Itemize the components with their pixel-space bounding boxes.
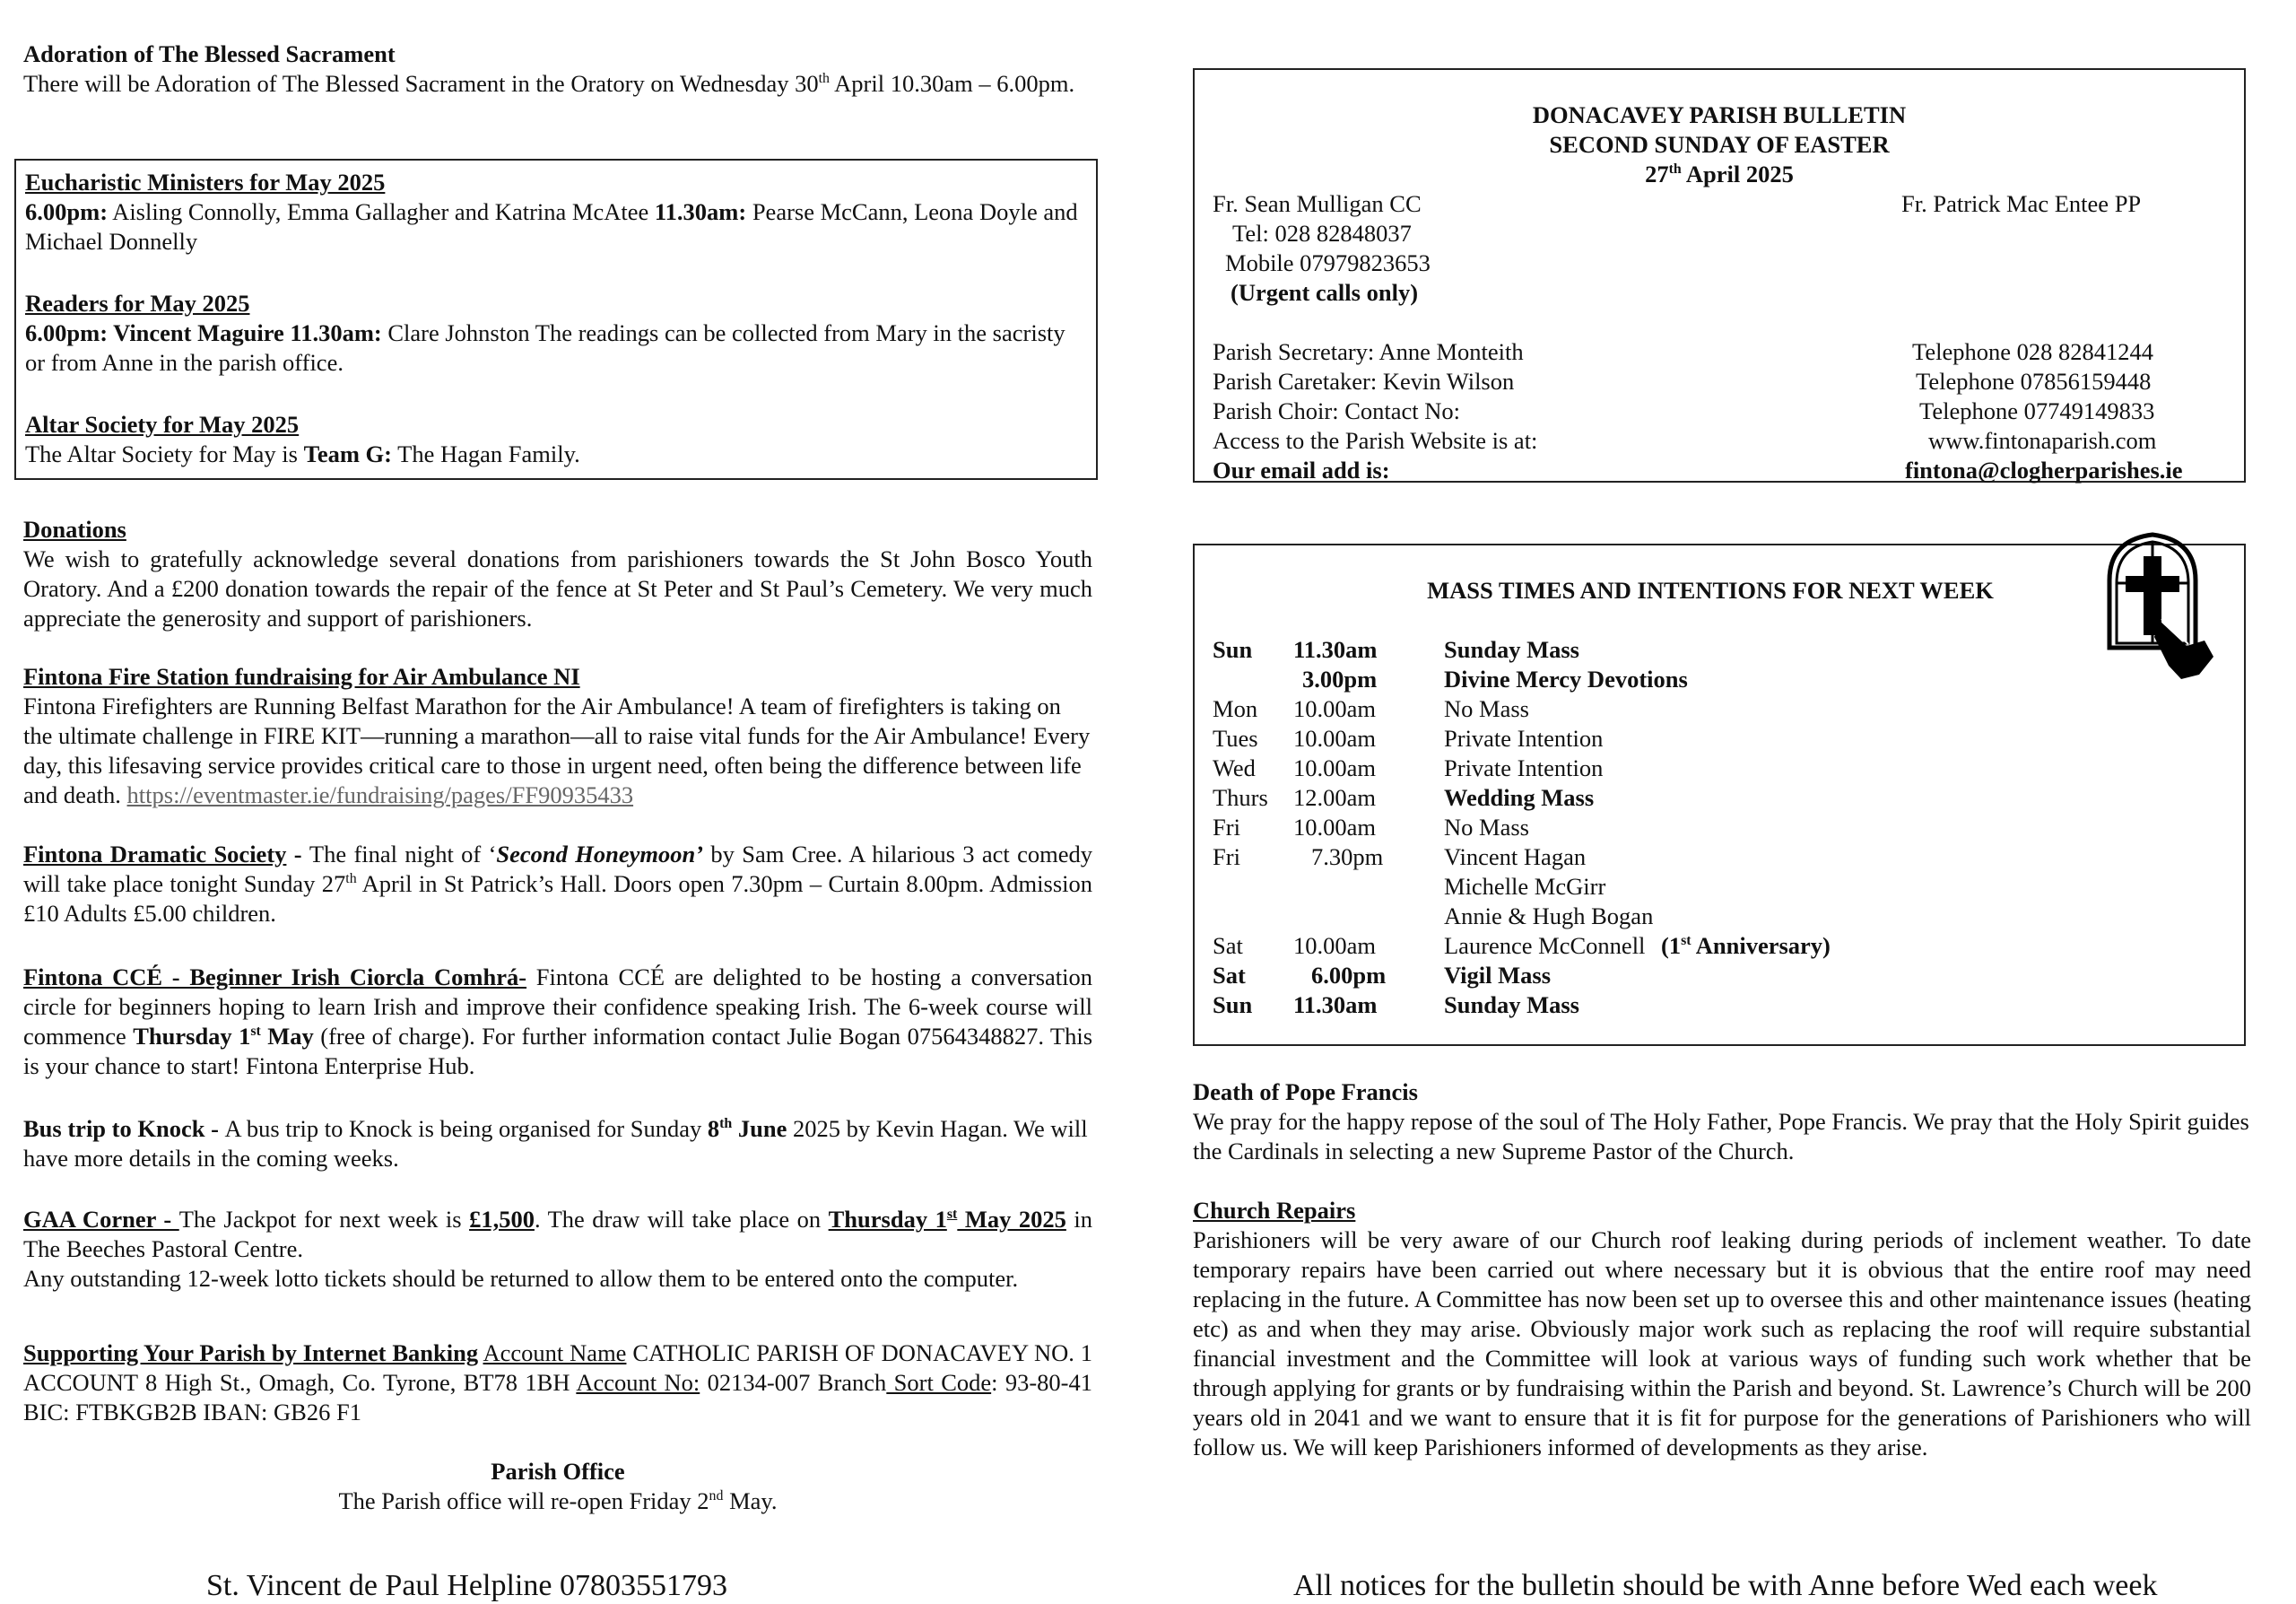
ministers-box <box>14 159 1098 480</box>
altar-post: The Hagan Family. <box>391 440 580 467</box>
dramatic-section <box>23 840 1092 928</box>
contact-value-3[interactable]: www.fintonaparish.com <box>1928 427 2157 454</box>
mass-time: 11.30am <box>1293 636 1378 663</box>
banking-sort: : 93-80-41 BIC: FTBKGB2B IBAN: GB26 F1 <box>23 1369 1093 1425</box>
banking-acc-name: CATHOLIC PARISH OF DONACAVEY NO. 1 ACCOUNT 8 High St., Omagh, Co. Tyrone, BT78 1BH <box>23 1339 1092 1396</box>
dramatic-text <box>23 840 1092 928</box>
mass-time: 11.30am <box>1293 991 1378 1018</box>
cce-post: (free of charge). For further information contact Julie Bogan 07564348827. This is your chance to start! Fintona Enterprise Hub. <box>23 1023 1093 1079</box>
cce-bold: Thursday 1 <box>133 1023 251 1050</box>
contact-label-1: Parish Caretaker: Kevin Wilson <box>1213 368 1515 395</box>
dramatic-title: Fintona Dramatic Society <box>23 841 287 867</box>
mass-day: Tues <box>1213 725 1258 752</box>
fire-title <box>23 662 1092 692</box>
fire-text <box>23 692 1092 810</box>
contact-label-4: Our email add is: <box>1213 457 1390 484</box>
knock-bold2: June <box>732 1115 787 1142</box>
mass-day: Mon <box>1213 695 1258 722</box>
adoration-title: Adoration of The Blessed Sacrament <box>23 40 396 67</box>
bulletin-date <box>1195 160 2244 189</box>
fire-body: Fintona Firefighters are Running Belfast Marathon for the Air Ambulance! A team of firefighters is taking on the ultimate challenge in FIRE KIT—running a marathon—all to raise vital funds for the Air Ambulance! Every day, this lifesaving service provides critical care to those in urgent need, often being the difference between life and death. <box>23 693 1091 808</box>
ministers-time-1: 6.00pm: <box>25 198 109 225</box>
anniversary-note <box>1661 931 1831 961</box>
gaa-sup: st <box>946 1207 958 1223</box>
altar-text <box>25 440 1087 469</box>
adoration-section <box>23 39 1092 99</box>
notices-footer: All notices for the bulletin should be with Anne before Wed each week <box>1293 1569 2158 1602</box>
mass-times-title: MASS TIMES AND INTENTIONS FOR NEXT WEEK <box>1427 577 1994 604</box>
contact-label-3: Access to the Parish Website is at: <box>1213 427 1538 454</box>
ministers-names-2: Pearse McCann, Leona Doyle and Michael Donnelly <box>25 198 1078 255</box>
mass-time: 10.00am <box>1293 814 1376 841</box>
mass-day: Thurs <box>1213 784 1268 811</box>
ministers-text <box>25 197 1087 257</box>
fire-title-b: Air Ambulance NI <box>393 663 580 690</box>
readers-title: Readers for May 2025 <box>25 290 250 317</box>
donations-section <box>23 515 1092 633</box>
mass-intention: Private Intention <box>1444 754 1604 781</box>
readers-text <box>25 318 1087 378</box>
altar-title: Altar Society for May 2025 <box>25 411 300 438</box>
banking-sort-label: Sort Code <box>886 1369 992 1396</box>
banking-section <box>23 1338 1092 1427</box>
knock-sup: th <box>719 1116 733 1132</box>
knock-pre: A bus trip to Knock is being organised for Sunday <box>224 1115 708 1142</box>
bulletin-title: DONACAVEY PARISH BULLETIN <box>1532 101 1907 128</box>
pope-title: Death of Pope Francis <box>1193 1078 1418 1105</box>
anniversary-sup: st <box>1681 933 1692 949</box>
cce-pre: Fintona CCÉ are delighted to be hosting a conversation circle for beginners hoping to learn Irish and improve their confidence speaking Irish. The 6-week course will commence <box>23 963 1092 1050</box>
fire-title-a: Fintona Fire Station fundraising for <box>23 663 388 690</box>
donations-text: We wish to gratefully acknowledge several donations from parishioners towards the St John Bosco Youth Oratory. And a £200 donation towards the repair of the fence at St Peter and St Paul’s Cemetery. We very much appreciate the generosity and support of parishioners. <box>23 545 1092 632</box>
office-sup: nd <box>709 1488 724 1504</box>
mass-time: 10.00am <box>1293 754 1376 781</box>
gaa-post: in The Beeches Pastoral Centre. <box>23 1206 1092 1262</box>
svdp-helpline: St. Vincent de Paul Helpline 07803551793 <box>206 1569 727 1602</box>
mass-day: Sun <box>1213 636 1253 663</box>
anniversary-post: Anniversary) <box>1691 932 1831 959</box>
mass-time: 10.00am <box>1293 932 1376 959</box>
gaa-text <box>23 1205 1092 1264</box>
gaa-date-b: May 2025 <box>957 1206 1066 1233</box>
repairs-section <box>1193 1196 2251 1462</box>
cce-bold2: May <box>260 1023 314 1050</box>
cce-text <box>23 963 1092 1081</box>
mass-intention: Sunday Mass <box>1444 636 1579 663</box>
bulletin-date-post: April 2025 <box>1681 161 1794 187</box>
contact-value-0: Telephone 028 82841244 <box>1912 338 2153 365</box>
curate-mobile: Mobile 07979823653 <box>1225 249 1431 276</box>
church-window-icon <box>2099 531 2224 688</box>
office-title: Parish Office <box>491 1458 625 1485</box>
mass-times-box <box>1193 544 2246 1046</box>
mass-time: 7.30pm <box>1311 843 1384 870</box>
fire-section <box>23 662 1092 810</box>
fire-link[interactable]: https://eventmaster.ie/fundraising/pages/FF90935433 <box>126 781 634 808</box>
knock-text <box>23 1114 1092 1173</box>
office-section <box>23 1457 1092 1516</box>
pope-section <box>1193 1077 2251 1166</box>
bulletin-date-pre: 27 <box>1645 161 1669 187</box>
office-text <box>23 1486 1092 1516</box>
repairs-text: Parishioners will be very aware of our Church roof leaking during periods of inclement weather. To date temporary repairs have been carried out where necessary but it is obvious that the entire roof may need replacing in the future. A Committee has now been set up to oversee this and other maintenance issues (heating etc) as and when they may arise. Obviously major work such as replacing the roof will require substantial financial investment and the Committee will look at various ways of funding such work whether that be through applying for grants or by fundraising within the Parish and beyond. St. Lawrence’s Church will be 200 years old in 2041 and we want to ensure that it is fit for purpose for the generations of Parishioners who will follow us. We will keep Parishioners informed of developments as they arise. <box>1193 1226 2251 1460</box>
spacer <box>25 378 1087 410</box>
banking-title: Supporting Your Parish by Internet Banking <box>23 1339 479 1366</box>
bulletin-date-sup: th <box>1668 161 1682 178</box>
parish-priest: Fr. Patrick Mac Entee PP <box>1901 190 2142 217</box>
mass-intention: Michelle McGirr <box>1444 873 1606 900</box>
mass-day: Sat <box>1213 962 1246 989</box>
mass-time: 10.00am <box>1293 725 1376 752</box>
banking-acc-name-label: Account Name <box>483 1339 627 1366</box>
mass-intention: No Mass <box>1444 695 1529 722</box>
gaa-date-a: Thursday 1 <box>828 1206 947 1233</box>
ministers-names-1: Aisling Connolly, Emma Gallagher and Katrina McAtee <box>108 198 655 225</box>
altar-pre: The Altar Society for May is <box>25 440 304 467</box>
contact-value-1: Telephone 07856159448 <box>1916 368 2152 395</box>
altar-team: Team G: <box>303 440 392 467</box>
banking-text <box>23 1338 1092 1427</box>
curate-name: Fr. Sean Mulligan CC <box>1213 190 1422 217</box>
gaa-amount: £1,500 <box>469 1206 535 1233</box>
mass-day: Sun <box>1213 991 1253 1018</box>
gaa-line2: Any outstanding 12-week lotto tickets should be returned to allow them to be entered onto the computer. <box>23 1265 1019 1292</box>
mass-time: 10.00am <box>1293 695 1376 722</box>
knock-post: 2025 by Kevin Hagan. We will have more details in the coming weeks. <box>23 1115 1088 1172</box>
adoration-text <box>23 69 1092 99</box>
contact-label-0: Parish Secretary: Anne Monteith <box>1213 338 1524 365</box>
knock-bold: 8 <box>707 1115 720 1142</box>
gaa-section <box>23 1205 1092 1294</box>
cce-section <box>23 963 1092 1081</box>
mass-time: 3.00pm <box>1302 666 1378 693</box>
dramatic-sup: th <box>345 871 357 887</box>
readers-time-1: 6.00pm: Vincent Maguire <box>25 319 291 346</box>
mass-intention: Annie & Hugh Bogan <box>1444 902 1654 929</box>
bulletin-subtitle: SECOND SUNDAY OF EASTER <box>1549 131 1890 158</box>
dramatic-pre: The final night of ‘ <box>309 841 497 867</box>
mass-intention: Wedding Mass <box>1444 784 1595 811</box>
dramatic-dash: - <box>286 841 309 867</box>
ministers-time-2: 11.30am: <box>654 198 747 225</box>
mass-day: Fri <box>1213 814 1240 841</box>
gaa-pre: The Jackpot for next week is <box>178 1206 470 1233</box>
office-post: May. <box>723 1487 778 1514</box>
mass-intention: Vincent Hagan <box>1444 843 1587 870</box>
gaa-title: GAA Corner - <box>23 1206 179 1233</box>
mass-intention: Divine Mercy Devotions <box>1444 666 1688 693</box>
banking-acc-no-label: Account No: <box>576 1369 700 1396</box>
anniversary-pre: (1 <box>1661 932 1682 959</box>
curate-tel: Tel: 028 82848037 <box>1232 220 1412 247</box>
adoration-text-post: April 10.30am – 6.00pm. <box>830 70 1075 97</box>
mass-intention: Sunday Mass <box>1444 991 1579 1018</box>
cce-sup: st <box>250 1024 261 1040</box>
mass-day: Sat <box>1213 932 1243 959</box>
adoration-sup: th <box>818 71 830 87</box>
dramatic-play: Second Honeymoon’ <box>496 841 704 867</box>
dramatic-post: April in St Patrick’s Hall. Doors open 7.30pm – Curtain 8.00pm. Admission £10 Adults £5.00 children. <box>23 870 1093 927</box>
readers-body: Clare Johnston The readings can be collected from Mary in the sacristy or from Anne in the parish office. <box>25 319 1065 376</box>
mass-intention: Private Intention <box>1444 725 1604 752</box>
adoration-text-pre: There will be Adoration of The Blessed Sacrament in the Oratory on Wednesday 30 <box>23 70 819 97</box>
mass-intention: No Mass <box>1444 814 1529 841</box>
knock-section <box>23 1114 1092 1173</box>
mass-day: Fri <box>1213 843 1240 870</box>
readers-time-2: 11.30am: <box>290 319 382 346</box>
knock-title: Bus trip to Knock - <box>23 1115 225 1142</box>
contact-value-2: Telephone 07749149833 <box>1919 397 2155 424</box>
ministers-title: Eucharistic Ministers for May 2025 <box>25 169 386 196</box>
cce-title: Fintona CCÉ - Beginner Irish Ciorcla Comhrá- <box>23 963 527 990</box>
mass-time: 12.00am <box>1293 784 1376 811</box>
bulletin-header-box <box>1193 68 2246 483</box>
repairs-title: Church Repairs <box>1193 1197 1356 1224</box>
spacer <box>25 257 1087 289</box>
office-pre: The Parish office will re-open Friday 2 <box>338 1487 709 1514</box>
curate-urgent: (Urgent calls only) <box>1231 279 1419 306</box>
mass-day: Wed <box>1213 754 1256 781</box>
mass-intention: Laurence McConnell <box>1444 932 1646 959</box>
contact-value-4[interactable]: fintona@clogherparishes.ie <box>1905 457 2183 484</box>
banking-acc-no: 02134-007 Branch <box>700 1369 887 1396</box>
contact-label-2: Parish Choir: Contact No: <box>1213 397 1461 424</box>
mass-intention: Vigil Mass <box>1444 962 1552 989</box>
mass-time: 6.00pm <box>1311 962 1387 989</box>
gaa-mid: . The draw will take place on <box>534 1206 829 1233</box>
donations-title: Donations <box>23 516 126 543</box>
dramatic-mid: by Sam Cree. A hilarious 3 act comedy will take place tonight Sunday 27 <box>23 841 1092 897</box>
pope-text: We pray for the happy repose of the soul of The Holy Father, Pope Francis. We pray that the Holy Spirit guides the Cardinals in selecting a new Supreme Pastor of the Church. <box>1193 1108 2249 1164</box>
